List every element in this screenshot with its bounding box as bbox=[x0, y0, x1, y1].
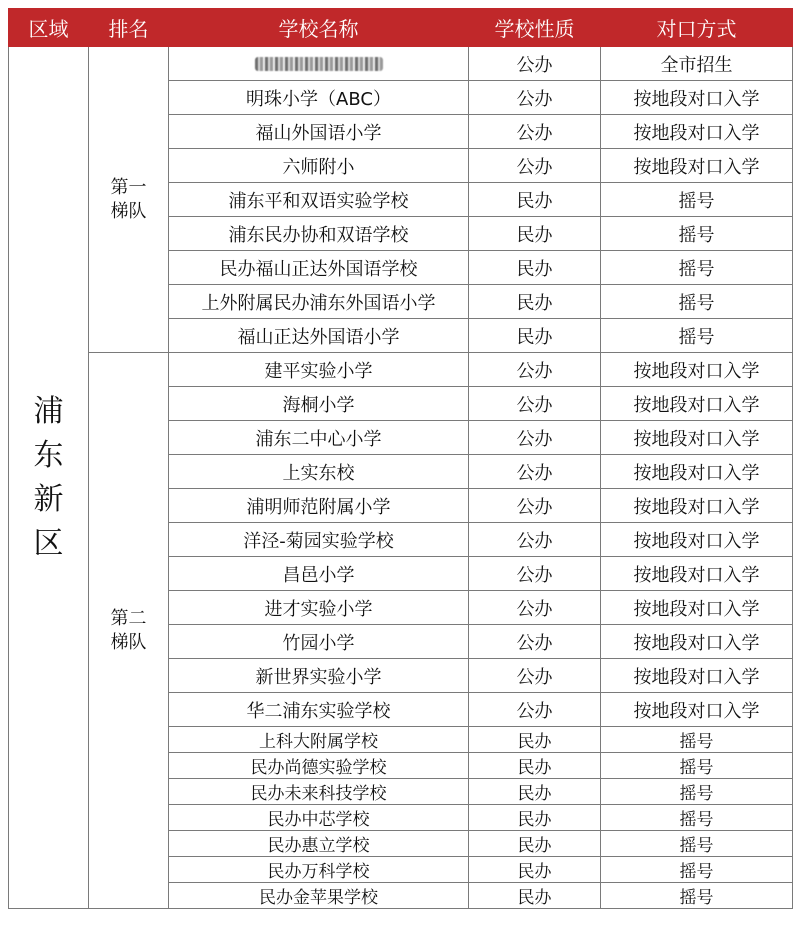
admission-method-cell: 摇号 bbox=[601, 883, 793, 909]
header-rank: 排名 bbox=[89, 9, 169, 47]
school-type-cell: 民办 bbox=[469, 883, 601, 909]
admission-method-cell: 摇号 bbox=[601, 217, 793, 251]
admission-method-cell: 按地段对口入学 bbox=[601, 149, 793, 183]
school-ranking-table bbox=[8, 8, 793, 909]
redacted-name-mosaic bbox=[255, 57, 383, 71]
admission-method-cell: 摇号 bbox=[601, 857, 793, 883]
admission-method-cell: 摇号 bbox=[601, 285, 793, 319]
school-type-cell: 公办 bbox=[469, 625, 601, 659]
admission-method-cell: 按地段对口入学 bbox=[601, 625, 793, 659]
school-type-cell: 公办 bbox=[469, 659, 601, 693]
admission-method-cell: 摇号 bbox=[601, 753, 793, 779]
school-name-cell: 福山外国语小学 bbox=[169, 115, 469, 149]
school-name-cell: 进才实验小学 bbox=[169, 591, 469, 625]
school-type-cell: 公办 bbox=[469, 115, 601, 149]
header-region: 区域 bbox=[9, 9, 89, 47]
school-name-cell: 民办万科学校 bbox=[169, 857, 469, 883]
school-type-cell: 公办 bbox=[469, 149, 601, 183]
region-char: 浦 bbox=[33, 393, 64, 429]
school-name-cell: 民办惠立学校 bbox=[169, 831, 469, 857]
school-name-cell: 浦明师范附属小学 bbox=[169, 489, 469, 523]
school-type-cell: 民办 bbox=[469, 779, 601, 805]
region-cell bbox=[9, 47, 89, 909]
tier-2-label-line2: 梯队 bbox=[110, 631, 147, 653]
school-name-cell: 民办金苹果学校 bbox=[169, 883, 469, 909]
admission-method-cell: 全市招生 bbox=[601, 47, 793, 81]
school-name-cell: 上外附属民办浦东外国语小学 bbox=[169, 285, 469, 319]
admission-method-cell: 按地段对口入学 bbox=[601, 591, 793, 625]
table-body bbox=[9, 47, 793, 909]
school-name-cell bbox=[169, 47, 469, 81]
school-type-cell: 民办 bbox=[469, 753, 601, 779]
school-name-cell: 上实东校 bbox=[169, 455, 469, 489]
school-name-cell: 浦东民办协和双语学校 bbox=[169, 217, 469, 251]
admission-method-cell: 按地段对口入学 bbox=[601, 387, 793, 421]
school-type-cell: 公办 bbox=[469, 557, 601, 591]
school-type-cell: 民办 bbox=[469, 857, 601, 883]
school-type-cell: 民办 bbox=[469, 183, 601, 217]
admission-method-cell: 按地段对口入学 bbox=[601, 115, 793, 149]
admission-method-cell: 按地段对口入学 bbox=[601, 455, 793, 489]
header-admission-method: 对口方式 bbox=[601, 9, 793, 47]
school-name-cell: 华二浦东实验学校 bbox=[169, 693, 469, 727]
region-char: 东 bbox=[33, 437, 64, 473]
school-name-cell: 浦东二中心小学 bbox=[169, 421, 469, 455]
table-row bbox=[9, 353, 793, 387]
admission-method-cell: 按地段对口入学 bbox=[601, 693, 793, 727]
school-name-cell: 六师附小 bbox=[169, 149, 469, 183]
admission-method-cell: 摇号 bbox=[601, 319, 793, 353]
school-type-cell: 公办 bbox=[469, 489, 601, 523]
admission-method-cell: 按地段对口入学 bbox=[601, 557, 793, 591]
admission-method-cell: 按地段对口入学 bbox=[601, 523, 793, 557]
school-type-cell: 公办 bbox=[469, 81, 601, 115]
region-char: 新 bbox=[33, 481, 64, 517]
tier-1-cell bbox=[89, 47, 169, 353]
school-table-container bbox=[8, 8, 792, 909]
school-type-cell: 民办 bbox=[469, 251, 601, 285]
school-type-cell: 公办 bbox=[469, 693, 601, 727]
admission-method-cell: 按地段对口入学 bbox=[601, 489, 793, 523]
region-char: 区 bbox=[33, 525, 64, 561]
school-type-cell: 公办 bbox=[469, 591, 601, 625]
admission-method-cell: 按地段对口入学 bbox=[601, 659, 793, 693]
school-type-cell: 公办 bbox=[469, 47, 601, 81]
school-type-cell: 公办 bbox=[469, 455, 601, 489]
tier-2-label-line1: 第二 bbox=[110, 607, 147, 629]
school-type-cell: 民办 bbox=[469, 319, 601, 353]
school-name-cell: 明珠小学（ABC） bbox=[169, 81, 469, 115]
admission-method-cell: 摇号 bbox=[601, 779, 793, 805]
admission-method-cell: 按地段对口入学 bbox=[601, 421, 793, 455]
admission-method-cell: 摇号 bbox=[601, 727, 793, 753]
header-school-name: 学校名称 bbox=[169, 9, 469, 47]
admission-method-cell: 摇号 bbox=[601, 805, 793, 831]
school-type-cell: 民办 bbox=[469, 805, 601, 831]
school-name-cell: 上科大附属学校 bbox=[169, 727, 469, 753]
admission-method-cell: 摇号 bbox=[601, 251, 793, 285]
admission-method-cell: 按地段对口入学 bbox=[601, 81, 793, 115]
school-name-cell: 民办尚德实验学校 bbox=[169, 753, 469, 779]
table-row bbox=[9, 47, 793, 81]
school-name-cell: 新世界实验小学 bbox=[169, 659, 469, 693]
school-name-cell: 浦东平和双语实验学校 bbox=[169, 183, 469, 217]
school-type-cell: 民办 bbox=[469, 831, 601, 857]
school-type-cell: 民办 bbox=[469, 285, 601, 319]
header-school-type: 学校性质 bbox=[469, 9, 601, 47]
table-header-row bbox=[9, 9, 793, 47]
school-name-cell: 竹园小学 bbox=[169, 625, 469, 659]
school-type-cell: 公办 bbox=[469, 353, 601, 387]
tier-2-cell bbox=[89, 353, 169, 909]
admission-method-cell: 摇号 bbox=[601, 831, 793, 857]
school-type-cell: 公办 bbox=[469, 421, 601, 455]
admission-method-cell: 摇号 bbox=[601, 183, 793, 217]
school-type-cell: 民办 bbox=[469, 727, 601, 753]
school-name-cell: 建平实验小学 bbox=[169, 353, 469, 387]
school-type-cell: 公办 bbox=[469, 387, 601, 421]
tier-1-label-line1: 第一 bbox=[110, 176, 147, 198]
school-name-cell: 民办中芯学校 bbox=[169, 805, 469, 831]
school-name-cell: 民办未来科技学校 bbox=[169, 779, 469, 805]
school-name-cell: 福山正达外国语小学 bbox=[169, 319, 469, 353]
school-name-cell: 海桐小学 bbox=[169, 387, 469, 421]
school-name-cell: 洋泾-菊园实验学校 bbox=[169, 523, 469, 557]
admission-method-cell: 按地段对口入学 bbox=[601, 353, 793, 387]
school-name-cell: 民办福山正达外国语学校 bbox=[169, 251, 469, 285]
school-name-cell: 昌邑小学 bbox=[169, 557, 469, 591]
tier-1-label-line2: 梯队 bbox=[110, 200, 147, 222]
school-type-cell: 公办 bbox=[469, 523, 601, 557]
school-type-cell: 民办 bbox=[469, 217, 601, 251]
